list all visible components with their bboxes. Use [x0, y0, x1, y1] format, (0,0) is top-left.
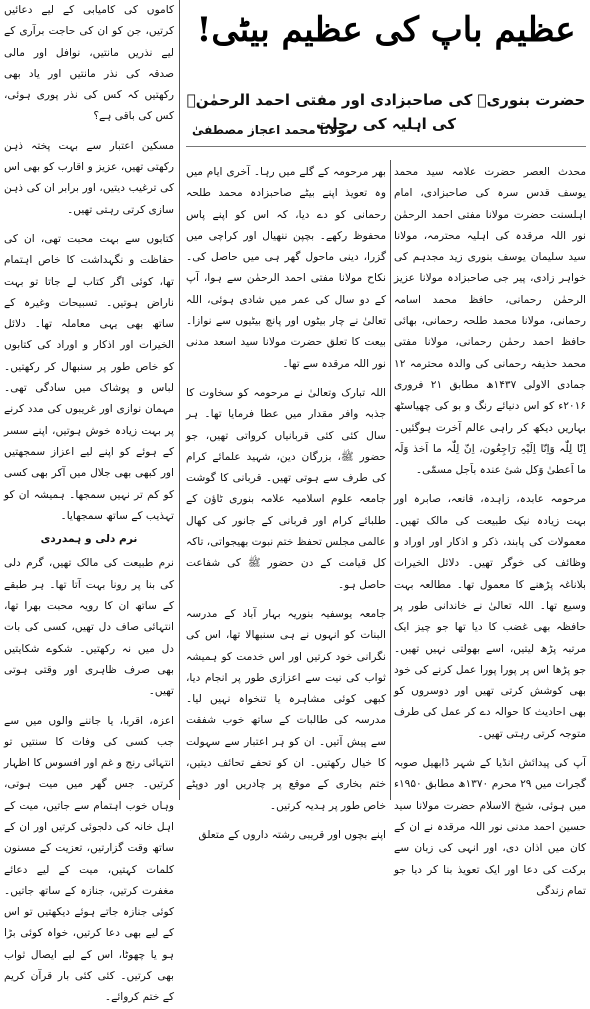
paragraph: اعزہ، اقربا، یا جاننے والوں میں سے جب کسی کی وفات کا سنتیں تو انتہائی رنج و غم اور افسوس کا اظہار کرتیں۔ جس گھر میں میت ہوتی، وہاں خوب اہتمام سے جاتیں، میت کے اہل خانہ کی دلجوئی کرتیں اور ان کے ساتھ وقت گزارتیں، تعزیت کے مسنون کلمات کہتیں، میت کے لیے دعائے مغفرت کرتیں، جنازہ کے ساتھ جاتیں۔ کوئی جنازہ جاتے ہوئے دیکھتیں تو اس کے لیے بھی دعا کرتیں، خواہ کوئی بڑا ہو یا چھوٹا، اس کے لیے ایصال ثواب بھی کرتیں۔ کئی کئی بار قرآن کریم کے ختم کروائے۔: [4, 714, 174, 1004]
paragraph-gap: [186, 596, 386, 604]
paragraph-gap: [186, 375, 386, 383]
column-divider: [390, 160, 391, 800]
paragraph: کتابوں سے بہت محبت تھی، ان کی حفاظت و نگہداشت کا خاص اہتمام تھا، کوئی اگر کتاب لے جاتا تو بہت ناراض ہوتیں۔ تسبیحات وغیرہ کے ساتھ بھی یہی معاملہ تھا۔ دلائل الخیرات اور اذکار و اوراد کی کتابوں کو خاص طور پر سنبھال کر رکھتیں۔ لباس و پوشاک میں سادگی تھی۔ مہمان نوازی اور غریبوں کی مدد کرنے پر بہت زیادہ خوش ہوتیں، اپنے سسر کے ہوئے کو اپنے لیے اعزاز سمجھتیں اور کبھی بھی جلال میں آکر بھی کسی کو کم تر نہیں سمجھا۔ ہمیشہ ان کو تہذیب کے ساتھ سمجھایا۔: [4, 232, 174, 522]
paragraph: کاموں کی کامیابی کے لیے دعائیں کرتیں، جن کو ان کی حاجت برآری کے لیے نذریں مانتیں، نوافل اور مالی صدقہ کی نذر مانتیں اور یاد بھی رکھتیں کہ کس کی نذر پوری ہوئی، کس کی باقی ہے؟: [4, 4, 174, 123]
header-divider: [186, 146, 586, 147]
paragraph-gap: [4, 128, 174, 136]
article-column-right: [394, 162, 586, 897]
article-byline: مولانا محمد اعجاز مصطفیٰ: [192, 123, 353, 137]
paragraph: آپ کی پیدائش انڈیا کے شہر ڈابھیل صوبہ گجرات میں ۲۹ محرم ۱۳۷۰ھ مطابق ۱۹۵۰ء میں ہوئی، شیخ الاسلام حضرت مولانا سید حسین احمد مدنی نور اللہ مرقدہ نے ان کے کان میں اذان دی، اور انہی کی زبان سے برکت کی دعا اور ایک تعویذ بنا کر دیا جو تمام زندگی: [394, 757, 586, 897]
paragraph-gap: [4, 221, 174, 229]
article-subheadline: حضرت بنوریؒ کی صاحبزادی اور مفتی احمد الرحمٰنؒ کی اہلیہ کی رحلت: [186, 91, 586, 133]
paragraph-gap: [4, 703, 174, 711]
paragraph: مسکین اعتبار سے بہت پختہ ذہن رکھتی تھیں، عزیز و اقارب کو بھی اس کی ترغیب دیتیں، اور برابر ان کی ذہن سازی کرتی رہتی تھیں۔: [4, 139, 174, 216]
paragraph: بھر مرحومہ کے گلے میں رہا۔ آخری ایام میں وہ تعویذ اپنے بیٹے صاحبزادہ محمد طلحہ رحمانی کو دے دیا، کہ اس کو اپنے پاس محفوظ رکھے۔ بچپن ننھیال اور کراچی میں گزرا، دینی ماحول گھر ہی میں حاصل کی۔ نکاح مولانا مفتی احمد الرحمٰن سے ہوا، آپ کے دو سال کی عمر میں شادی ہوئی، اللہ تعالیٰ نے چار بیٹوں اور پانچ بیٹیوں سے نوازا۔ بیعت کا تعلق حضرت مولانا سید اسعد مدنی نور اللہ مرقدہ سے تھا۔: [186, 166, 386, 370]
paragraph: اللہ تبارک وتعالیٰ نے مرحومہ کو سخاوت کا جذبہ وافر مقدار میں عطا فرمایا تھا۔ ہر سال کئی کئی قربانیاں کرواتی تھیں، جو حضور ﷺ، بزرگان دین، شہید علمائے کرام کی طرف سے ہوتی تھیں۔ قربانی کا گوشت جامعہ علوم اسلامیہ علامہ بنوری ٹاؤن کے طلبائے کرام اور قربانی کے جانور کی کھال عالمی مجلس تحفظ ختم نبوت بھیجواتی، تاکہ کل قیامت کے دن حضور ﷺ کی شفاعت حاصل ہو۔: [186, 386, 386, 591]
paragraph: محدث العصر حضرت علامہ سید محمد یوسف قدس سرہ کی صاحبزادی، امام اہلسنت حضرت مولانا مفتی احمد الرحمٰن نور اللہ مرقدہ کی اہلیہ محترمہ، مولانا سید سلیمان یوسف بنوری زید مجدہم کی خواہر زادی، پیر جی صاحبزادہ مولانا عزیز الرحمٰن رحمانی، حافظ محمد اسامہ رحمانی، مولانا محمد طلحہ رحمانی، بھائی حافظ احمد رحمٰن رحمانی، مولانا مفتی محمد حذیفہ رحمانی کی والدہ محترمہ ۱۲ جمادی الاولی ۱۴۳۷ھ مطابق ۲۱ فروری ۲۰۱۶ء کو اس دنیائے رنگ و بو کی چھیاسٹھ بہاریں دیکھ کر راہی عالم آخرت ہوگئیں۔ اِنّا لِلّٰہ وَاِنّا اِلَیْہِ رَاجِعُون، اِنّ لِلّٰہ ما اَخذ وَلَہ ما اَعطیٰ وَکل شیٔ عندہ باَجل مسمّٰی۔: [394, 166, 586, 477]
article-column-left: [4, 0, 174, 1004]
article-column-middle: [186, 162, 386, 841]
article-headline: عظیم باپ کی عظیم بیٹی!: [196, 10, 576, 50]
paragraph-gap: [394, 745, 586, 753]
paragraph-gap: [394, 481, 586, 489]
paragraph: اپنے بچوں اور قریبی رشتہ داروں کے متعلق: [198, 828, 386, 841]
section-subheading: نرم دلی و ہمدردی: [40, 533, 138, 546]
paragraph: جامعہ یوسفیہ بنوریہ بہار آباد کے مدرسہ البنات کو انہوں نے ہی سنبھالا تھا، اس کی نگرانی خود کرتیں اور اس خدمت کو ہمیشہ ثواب کی نیت سے اعزازی طور پر انجام دیا، کبھی کوئی مشاہرہ یا تنخواہ نہیں لیا۔ مدرسہ کی طالبات کے ساتھ خوب شفقت سے پیش آتیں۔ ان کو ہر اعتبار سے سہولت کا خیال رکھتیں۔ ان کو تحفے تحائف دیتیں، ختم بخاری کے موقع پر چادریں اور دوپٹے خاص طور پر ہدیہ کرتیں۔: [186, 607, 386, 812]
column-divider: [179, 0, 180, 800]
paragraph: نرم طبیعت کی مالک تھیں، گرم دلی کی بنا پر رونا بہت آتا تھا۔ ہر طبقے کے ساتھ ان کا رویہ محبت بھرا تھا، انتہائی صاف دل تھیں، کسی کی بات دل میں نہ رکھتیں۔ شکوے شکایتیں بھی صرف ظاہری اور وقتی ہوتی تھیں۔: [4, 557, 174, 698]
paragraph: مرحومہ عابدہ، زاہدہ، قانعہ، صابرہ اور بہت زیادہ نیک طبیعت کی مالک تھیں۔ معمولات کی پابند، ذکر و اذکار اور اوراد و وظائف کی خوگر تھیں۔ دلائل الخیرات بلاناغہ پڑھنے کا معمول تھا۔ مطالعہ بہت وسیع تھا۔ اللہ تعالیٰ نے خاندانی طور پر حافظہ بھی غضب کا دیا تھا جو چیز ایک مرتبہ پڑھ لیتیں، اسے بھولتی نہیں تھیں۔ جو پڑھا اس پر پورا پورا عمل کرنے کی خود بھی کوشش کرتی تھیں اور دوسروں کو بھی احادیث کا حوالہ دے کر عمل کی طرف متوجہ کرتی رہتی تھیں۔: [394, 493, 586, 740]
paragraph-gap: [186, 817, 386, 825]
